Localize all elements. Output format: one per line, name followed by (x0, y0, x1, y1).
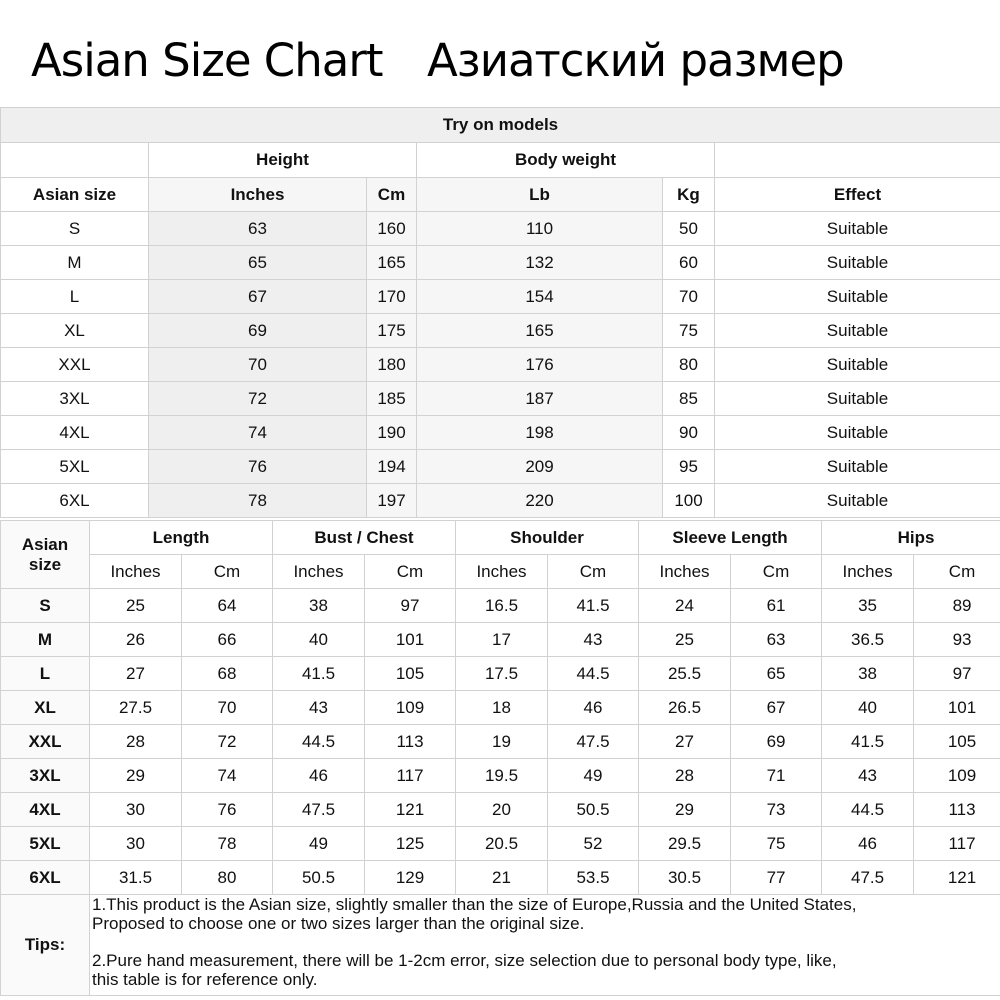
hips-header: Hips (822, 521, 1000, 555)
cell-size: XL (1, 691, 90, 725)
cell-lb: 165 (417, 314, 663, 348)
cell-value: 17.5 (456, 657, 548, 691)
table-row (1, 725, 1000, 759)
table-row (1, 246, 1000, 280)
cell-value: 29 (639, 793, 731, 827)
cell-value: 63 (731, 623, 822, 657)
cell-size: 5XL (1, 450, 149, 484)
cell-value: 46 (273, 759, 365, 793)
cell-lb: 209 (417, 450, 663, 484)
tip-1-line-a: 1.This product is the Asian size, slightly smaller than the size of Europe,Russia and the United States, (92, 895, 857, 914)
cell-value: 101 (914, 691, 1000, 725)
cm-header: Cm (182, 555, 273, 589)
cell-value: 41.5 (273, 657, 365, 691)
cell-size: XXL (1, 348, 149, 382)
table-row (1, 691, 1000, 725)
cell-inches: 72 (149, 382, 367, 416)
cell-inches: 67 (149, 280, 367, 314)
cell-value: 44.5 (822, 793, 914, 827)
cell-cm: 194 (367, 450, 417, 484)
empty-cell (1, 143, 149, 178)
cell-value: 46 (822, 827, 914, 861)
table-row (1, 348, 1000, 382)
cell-value: 105 (914, 725, 1000, 759)
cell-value: 25 (639, 623, 731, 657)
cell-cm: 197 (367, 484, 417, 518)
cell-value: 76 (182, 793, 273, 827)
cell-inches: 63 (149, 212, 367, 246)
effect-header: Effect (715, 178, 1000, 212)
cell-value: 117 (914, 827, 1000, 861)
cell-value: 43 (822, 759, 914, 793)
cell-value: 52 (548, 827, 639, 861)
table-row (1, 759, 1000, 793)
cell-size: 5XL (1, 827, 90, 861)
cell-kg: 100 (663, 484, 715, 518)
table-row (1, 382, 1000, 416)
cell-value: 113 (914, 793, 1000, 827)
cell-size: S (1, 589, 90, 623)
inches-header: Inches (90, 555, 182, 589)
cell-value: 26.5 (639, 691, 731, 725)
shoulder-header: Shoulder (456, 521, 639, 555)
cell-value: 28 (90, 725, 182, 759)
cell-value: 21 (456, 861, 548, 895)
title-russian: Азиатский размер (427, 34, 844, 87)
cell-effect: Suitable (715, 314, 1000, 348)
cell-value: 28 (639, 759, 731, 793)
cell-value: 109 (365, 691, 456, 725)
cell-value: 18 (456, 691, 548, 725)
cell-value: 41.5 (548, 589, 639, 623)
cell-size: S (1, 212, 149, 246)
cell-value: 93 (914, 623, 1000, 657)
cell-value: 27 (90, 657, 182, 691)
cell-value: 40 (822, 691, 914, 725)
cell-value: 20.5 (456, 827, 548, 861)
cell-value: 50.5 (273, 861, 365, 895)
cell-value: 73 (731, 793, 822, 827)
cell-value: 16.5 (456, 589, 548, 623)
length-header: Length (90, 521, 273, 555)
cell-value: 77 (731, 861, 822, 895)
inches-header: Inches (456, 555, 548, 589)
cell-effect: Suitable (715, 212, 1000, 246)
cell-value: 78 (182, 827, 273, 861)
cell-value: 121 (914, 861, 1000, 895)
title-english: Asian Size Chart (31, 34, 383, 87)
inches-header: Inches (273, 555, 365, 589)
cell-value: 75 (731, 827, 822, 861)
table-row (1, 623, 1000, 657)
tips-text (90, 895, 1000, 996)
cell-value: 41.5 (822, 725, 914, 759)
cell-value: 72 (182, 725, 273, 759)
garment-size-table (0, 520, 1000, 996)
cell-kg: 70 (663, 280, 715, 314)
cell-value: 101 (365, 623, 456, 657)
table-row (1, 589, 1000, 623)
cell-value: 29.5 (639, 827, 731, 861)
cell-value: 26 (90, 623, 182, 657)
cell-value: 47.5 (548, 725, 639, 759)
bust-chest-header: Bust / Chest (273, 521, 456, 555)
cell-inches: 76 (149, 450, 367, 484)
inches-header: Inches (639, 555, 731, 589)
cell-value: 121 (365, 793, 456, 827)
garment-size-header: Asian size (1, 521, 90, 589)
cell-value: 70 (182, 691, 273, 725)
body-weight-header: Body weight (417, 143, 715, 178)
cell-inches: 65 (149, 246, 367, 280)
table-row (1, 827, 1000, 861)
cell-value: 50.5 (548, 793, 639, 827)
models-size-table (0, 107, 1000, 518)
cell-value: 109 (914, 759, 1000, 793)
table-row (1, 793, 1000, 827)
cell-value: 36.5 (822, 623, 914, 657)
sleeve-length-header: Sleeve Length (639, 521, 822, 555)
cell-value: 19 (456, 725, 548, 759)
cell-value: 74 (182, 759, 273, 793)
cell-size: 4XL (1, 416, 149, 450)
inches-header: Inches (822, 555, 914, 589)
cell-kg: 80 (663, 348, 715, 382)
cell-inches: 78 (149, 484, 367, 518)
cell-lb: 187 (417, 382, 663, 416)
cell-value: 61 (731, 589, 822, 623)
cell-size: M (1, 246, 149, 280)
tip-1-line-b: Proposed to choose one or two sizes larger than the original size. (92, 914, 585, 933)
cell-size: 4XL (1, 793, 90, 827)
tip-2-line-a: 2.Pure hand measurement, there will be 1-2cm error, size selection due to personal body type, like, (92, 951, 837, 970)
lb-header: Lb (417, 178, 663, 212)
cell-value: 19.5 (456, 759, 548, 793)
cell-lb: 132 (417, 246, 663, 280)
cell-value: 43 (548, 623, 639, 657)
cell-value: 17 (456, 623, 548, 657)
cell-value: 105 (365, 657, 456, 691)
table-row (1, 657, 1000, 691)
cell-value: 38 (822, 657, 914, 691)
cell-size: XL (1, 314, 149, 348)
cell-value: 38 (273, 589, 365, 623)
height-header: Height (149, 143, 417, 178)
models-table-caption: Try on models (1, 108, 1000, 143)
unit-header-row (1, 555, 1000, 589)
table-row (1, 450, 1000, 484)
cell-value: 113 (365, 725, 456, 759)
cell-cm: 160 (367, 212, 417, 246)
cell-effect: Suitable (715, 246, 1000, 280)
cell-value: 44.5 (548, 657, 639, 691)
cell-size: 3XL (1, 759, 90, 793)
cell-value: 129 (365, 861, 456, 895)
cell-kg: 60 (663, 246, 715, 280)
cell-cm: 165 (367, 246, 417, 280)
cell-value: 27.5 (90, 691, 182, 725)
cell-value: 30.5 (639, 861, 731, 895)
cell-value: 68 (182, 657, 273, 691)
cell-size: M (1, 623, 90, 657)
cell-lb: 154 (417, 280, 663, 314)
cell-effect: Suitable (715, 382, 1000, 416)
cell-value: 66 (182, 623, 273, 657)
cell-inches: 69 (149, 314, 367, 348)
tips-label: Tips: (1, 895, 90, 996)
cell-value: 89 (914, 589, 1000, 623)
cell-inches: 70 (149, 348, 367, 382)
cell-lb: 220 (417, 484, 663, 518)
cell-value: 27 (639, 725, 731, 759)
cell-kg: 95 (663, 450, 715, 484)
tip-2-line-b: this table is for reference only. (92, 970, 318, 989)
cell-value: 31.5 (90, 861, 182, 895)
cell-value: 20 (456, 793, 548, 827)
cell-effect: Suitable (715, 416, 1000, 450)
cell-size: 6XL (1, 484, 149, 518)
table-row (1, 861, 1000, 895)
asian-size-header: Asian size (1, 178, 149, 212)
cell-value: 65 (731, 657, 822, 691)
cm-header: Cm (548, 555, 639, 589)
cell-value: 25 (90, 589, 182, 623)
cell-kg: 75 (663, 314, 715, 348)
cell-size: L (1, 280, 149, 314)
cell-cm: 190 (367, 416, 417, 450)
cell-value: 69 (731, 725, 822, 759)
cell-size: XXL (1, 725, 90, 759)
kg-header: Kg (663, 178, 715, 212)
title-bar (0, 0, 1000, 107)
table-row (1, 314, 1000, 348)
cell-value: 49 (548, 759, 639, 793)
table-row (1, 280, 1000, 314)
cell-cm: 185 (367, 382, 417, 416)
cell-kg: 85 (663, 382, 715, 416)
cell-size: 6XL (1, 861, 90, 895)
cell-value: 53.5 (548, 861, 639, 895)
cell-lb: 110 (417, 212, 663, 246)
cell-value: 29 (90, 759, 182, 793)
cell-value: 25.5 (639, 657, 731, 691)
cell-inches: 74 (149, 416, 367, 450)
inches-header: Inches (149, 178, 367, 212)
cell-cm: 180 (367, 348, 417, 382)
cell-value: 40 (273, 623, 365, 657)
cm-header: Cm (367, 178, 417, 212)
cm-header: Cm (731, 555, 822, 589)
cell-effect: Suitable (715, 280, 1000, 314)
cell-value: 35 (822, 589, 914, 623)
table-row (1, 484, 1000, 518)
cell-lb: 198 (417, 416, 663, 450)
cell-value: 47.5 (273, 793, 365, 827)
cell-cm: 170 (367, 280, 417, 314)
cell-value: 47.5 (822, 861, 914, 895)
cell-value: 24 (639, 589, 731, 623)
cell-value: 49 (273, 827, 365, 861)
cell-value: 46 (548, 691, 639, 725)
cell-effect: Suitable (715, 348, 1000, 382)
cell-lb: 176 (417, 348, 663, 382)
cm-header: Cm (365, 555, 456, 589)
cell-effect: Suitable (715, 450, 1000, 484)
cell-size: L (1, 657, 90, 691)
cell-value: 80 (182, 861, 273, 895)
cell-size: 3XL (1, 382, 149, 416)
table-row (1, 212, 1000, 246)
cell-cm: 175 (367, 314, 417, 348)
cell-kg: 50 (663, 212, 715, 246)
cell-value: 125 (365, 827, 456, 861)
cell-value: 117 (365, 759, 456, 793)
empty-cell (715, 143, 1000, 178)
cell-value: 71 (731, 759, 822, 793)
cell-value: 67 (731, 691, 822, 725)
cell-value: 30 (90, 793, 182, 827)
cell-value: 64 (182, 589, 273, 623)
cell-value: 97 (914, 657, 1000, 691)
cell-value: 44.5 (273, 725, 365, 759)
cell-effect: Suitable (715, 484, 1000, 518)
table-row (1, 416, 1000, 450)
cm-header: Cm (914, 555, 1000, 589)
cell-value: 43 (273, 691, 365, 725)
cell-kg: 90 (663, 416, 715, 450)
cell-value: 30 (90, 827, 182, 861)
cell-value: 97 (365, 589, 456, 623)
